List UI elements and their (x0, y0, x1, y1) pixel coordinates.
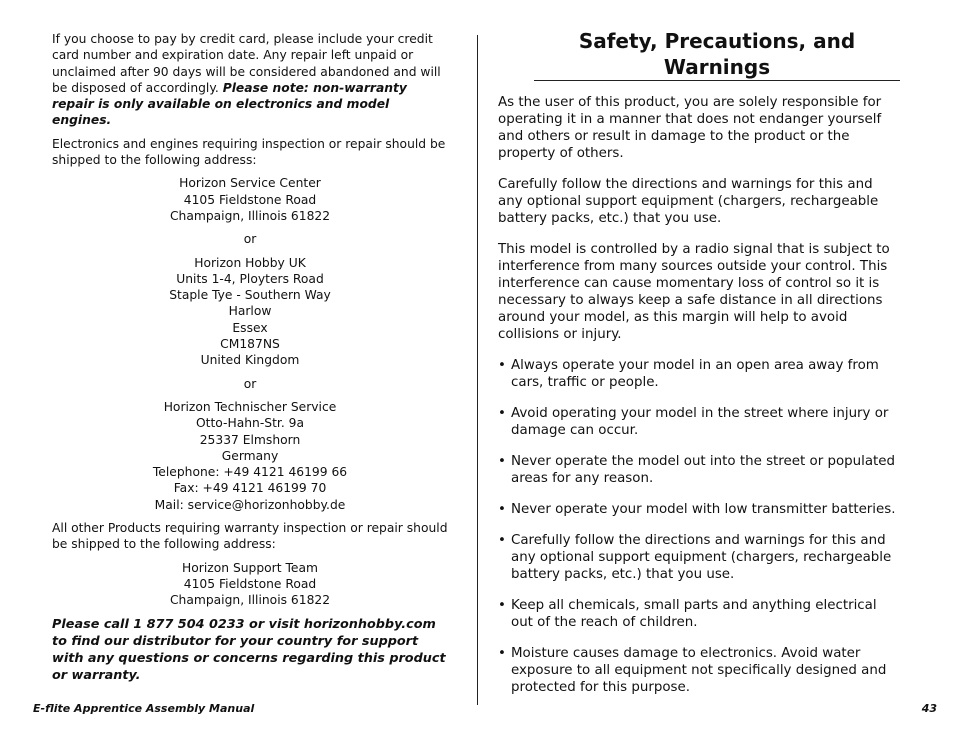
address-line: Harlow (228, 304, 272, 319)
address-horizon-service-center (52, 175, 448, 224)
list-item-text: Avoid operating your model in the street where injury or damage can occur. (511, 406, 889, 438)
address-line: Champaign, Illinois 61822 (169, 208, 331, 223)
address-line: Horizon Technischer Service (163, 399, 337, 414)
list-item-text: Never operate your model with low transmitter batteries. (511, 502, 896, 517)
left-column (52, 31, 448, 684)
address-line: Horizon Hobby UK (194, 255, 306, 270)
list-item (498, 357, 900, 391)
list-item-text: Never operate the model out into the street or populated areas for any reason. (511, 454, 896, 486)
bullet-icon: • (498, 358, 506, 373)
list-item (498, 645, 900, 696)
responsibility-paragraph: As the user of this product, you are solely responsible for operating it in a manner that does not endanger yourself and others or result in damage to the product or the property of others. (498, 95, 882, 161)
address-line: 4105 Fieldstone Road (183, 192, 317, 207)
address-horizon-support-team (52, 560, 448, 609)
payment-text: If you choose to pay by credit card, please include your credit card number and expiration date. Any repair left unpaid or unclaimed after 90 days will be considered abandoned and will be disposed of accordingly. (52, 32, 441, 95)
or-separator: or (243, 232, 257, 247)
radio-signal-paragraph: This model is controlled by a radio signal that is subject to interference from many sources outside your control. This interference can cause momentary loss of control so it is necessary to always keep a safe distance in all directions around your model, as this margin will help to avoid collisions or injury. (498, 242, 890, 342)
address-horizon-hobby-uk (52, 255, 448, 369)
warranty-paragraph: All other Products requiring warranty inspection or repair should be shipped to the following address: (52, 521, 448, 552)
electronics-paragraph: Electronics and engines requiring inspection or repair should be shipped to the following address: (52, 136, 446, 168)
bullet-icon: • (498, 454, 506, 469)
bullet-icon: • (498, 646, 506, 661)
list-item (498, 405, 900, 439)
non-warranty-note: Please note: non-warranty repair is only available on electronics and model engines. (52, 80, 407, 128)
bullet-icon: • (498, 533, 506, 548)
list-item (498, 453, 900, 487)
column-divider (477, 35, 478, 705)
address-horizon-germany (52, 399, 448, 513)
address-line: Champaign, Illinois 61822 (169, 593, 331, 608)
list-item-text: Moisture causes damage to electronics. Avoid water exposure to all equipment not specifically designed and protected for this purpose. (511, 646, 887, 695)
address-line: Otto-Hahn-Str. 9a (195, 416, 305, 431)
list-item (498, 532, 900, 583)
address-line: Units 1-4, Ployters Road (176, 271, 324, 286)
support-callout: Please call 1 877 504 0233 or visit horizonhobby.com to find our distributor for your country for support with any questions or concerns regarding this product or warranty. (52, 616, 446, 683)
address-line: Horizon Service Center (179, 176, 321, 191)
address-line: Staple Tye - Southern Way (169, 288, 331, 303)
right-column (498, 28, 900, 710)
or-separator: or (243, 376, 257, 391)
payment-paragraph (52, 31, 448, 129)
list-item (498, 501, 900, 518)
list-item-text: Keep all chemicals, small parts and anything electrical out of the reach of children. (511, 598, 877, 630)
directions-paragraph: Carefully follow the directions and warnings for this and any optional support equipment (chargers, rechargeable battery packs, etc.) that you use. (498, 177, 879, 226)
bullet-icon: • (498, 502, 506, 517)
warnings-list (498, 357, 900, 696)
list-item-text: Always operate your model in an open area away from cars, traffic or people. (511, 358, 879, 390)
bullet-icon: • (498, 598, 506, 613)
address-line: 4105 Fieldstone Road (183, 576, 317, 591)
fax-line: Fax: +49 4121 46199 70 (173, 481, 327, 496)
email-line: Mail: service@horizonhobby.de (154, 497, 346, 512)
address-line: CM187NS (220, 337, 280, 352)
telephone-line: Telephone: +49 4121 46199 66 (152, 465, 348, 480)
address-line: Horizon Support Team (182, 560, 318, 575)
address-line: 25337 Elmshorn (199, 432, 301, 447)
list-item (498, 597, 900, 631)
address-line: Essex (232, 320, 268, 335)
list-item-text: Carefully follow the directions and warnings for this and any optional support equipment (chargers, rechargeable battery packs, etc.) that you use. (511, 533, 892, 582)
section-title: Safety, Precautions, and Warnings (534, 28, 900, 81)
bullet-icon: • (498, 406, 506, 421)
address-line: Germany (221, 448, 279, 463)
footer-manual-title: E-flite Apprentice Assembly Manual (33, 702, 255, 715)
page-number: 43 (921, 702, 937, 715)
address-line: United Kingdom (200, 353, 300, 368)
